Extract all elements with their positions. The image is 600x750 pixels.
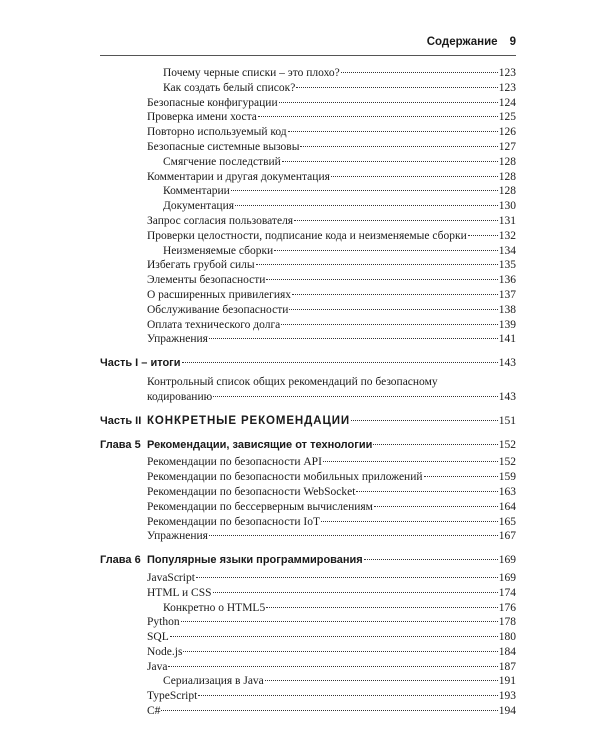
leader-dots bbox=[374, 506, 498, 507]
leader-dots bbox=[258, 116, 498, 117]
toc-entry[interactable] bbox=[100, 303, 516, 318]
toc-entry[interactable] bbox=[100, 155, 516, 170]
leader-dots bbox=[274, 250, 498, 251]
toc-entry[interactable] bbox=[100, 455, 516, 470]
toc-part-label: Часть II bbox=[100, 414, 142, 427]
toc-entry[interactable] bbox=[100, 199, 516, 214]
toc-entry-title: JavaScript bbox=[147, 571, 195, 584]
toc-part2-heading[interactable] bbox=[100, 414, 516, 429]
toc-entry-title: Рекомендации по безопасности IoT bbox=[147, 515, 320, 528]
toc-page-number: 174 bbox=[498, 586, 516, 599]
toc-page-number: 191 bbox=[498, 675, 516, 688]
toc-entry-title: Рекомендации по безопасности WebSocket bbox=[147, 485, 356, 498]
toc-group-chapter4-continued bbox=[100, 66, 516, 347]
leader-dots bbox=[424, 476, 498, 477]
toc-entry-title: Проверки целостности, подписание кода и неизменяемые сборки bbox=[147, 229, 467, 242]
toc-part1-summary-title: Часть I – итоги bbox=[100, 357, 181, 370]
leader-dots bbox=[289, 309, 497, 310]
leader-dots bbox=[265, 680, 498, 681]
toc-page-number: 128 bbox=[498, 155, 516, 168]
toc-entry-title: HTML и CSS bbox=[147, 586, 212, 599]
toc-chapter5-heading[interactable] bbox=[100, 438, 516, 453]
toc-chapter6-heading[interactable] bbox=[100, 553, 516, 568]
toc-page-number: 134 bbox=[498, 244, 516, 257]
toc-entry[interactable] bbox=[100, 81, 516, 96]
toc-entry-title: Запрос согласия пользователя bbox=[147, 214, 294, 227]
toc-entry-title: Повторно используемый код bbox=[147, 126, 287, 139]
toc-page-number: 180 bbox=[498, 631, 516, 644]
toc-entry[interactable] bbox=[100, 184, 516, 199]
toc-entry[interactable] bbox=[100, 288, 516, 303]
toc-entry[interactable] bbox=[100, 96, 516, 111]
toc-page-number: 165 bbox=[498, 515, 516, 528]
toc-chapter-title: Рекомендации, зависящие от технологии bbox=[147, 438, 373, 451]
toc-page-number: 187 bbox=[498, 660, 516, 673]
leader-dots bbox=[266, 607, 498, 608]
toc-entry-title: Комментарии и другая документация bbox=[147, 170, 330, 183]
toc-entry[interactable] bbox=[100, 140, 516, 155]
toc-entry[interactable] bbox=[100, 500, 516, 515]
toc-entry-title: Безопасные конфигурации bbox=[147, 96, 278, 109]
toc-entry-title: Упражнения bbox=[147, 530, 208, 543]
toc-entry-title: Комментарии bbox=[163, 185, 230, 198]
toc-page-number: 141 bbox=[498, 333, 516, 346]
toc-entry[interactable] bbox=[100, 66, 516, 81]
toc-entry[interactable] bbox=[100, 601, 516, 616]
toc-page-number: 152 bbox=[498, 438, 516, 451]
toc-page-number: 193 bbox=[498, 690, 516, 703]
leader-dots bbox=[341, 72, 498, 73]
leader-dots bbox=[323, 461, 498, 462]
toc-entry-title: Конкретно о HTML5 bbox=[163, 601, 266, 614]
toc-chapter-title: Популярные языки программирования bbox=[147, 554, 363, 567]
toc-entry-title: TypeScript bbox=[147, 690, 198, 703]
toc-entry-title: Неизменяемые сборки bbox=[163, 244, 274, 257]
leader-dots bbox=[182, 362, 498, 363]
leader-dots bbox=[373, 444, 497, 445]
toc-entry[interactable] bbox=[100, 689, 516, 704]
toc-entry[interactable] bbox=[100, 229, 516, 244]
leader-dots bbox=[213, 396, 498, 397]
leader-dots bbox=[294, 220, 498, 221]
leader-dots bbox=[161, 710, 497, 711]
header-title: Содержание bbox=[426, 36, 498, 48]
leader-dots bbox=[196, 577, 498, 578]
leader-dots bbox=[266, 279, 497, 280]
toc-entry[interactable] bbox=[100, 529, 516, 544]
toc-entry-title: Рекомендации по безопасности API bbox=[147, 456, 322, 469]
toc-page-number: 123 bbox=[498, 81, 516, 94]
toc-page-number: 178 bbox=[498, 616, 516, 629]
leader-dots bbox=[288, 131, 498, 132]
toc-entry[interactable] bbox=[100, 615, 516, 630]
toc-entry-checklist[interactable] bbox=[100, 375, 516, 405]
leader-dots bbox=[356, 491, 497, 492]
toc-entry-title: Рекомендации по безопасности мобильных приложений bbox=[147, 471, 423, 484]
toc-entry-title: Смягчение последствий bbox=[163, 155, 281, 168]
toc-entry-title: Документация bbox=[163, 200, 235, 213]
leader-dots bbox=[331, 176, 498, 177]
toc-page-number: 125 bbox=[498, 111, 516, 124]
toc-page-number: 169 bbox=[498, 554, 516, 567]
toc-page-number: 131 bbox=[498, 214, 516, 227]
leader-dots bbox=[256, 264, 498, 265]
toc-entry-title: Проверка имени хоста bbox=[147, 111, 257, 124]
toc-page-number: 184 bbox=[498, 645, 516, 658]
leader-dots bbox=[209, 338, 498, 339]
toc-page-number: 159 bbox=[498, 471, 516, 484]
toc-page-number: 167 bbox=[498, 530, 516, 543]
toc-entry-title: Избегать грубой силы bbox=[147, 259, 255, 272]
leader-dots bbox=[321, 521, 498, 522]
toc-page-number: 139 bbox=[498, 318, 516, 331]
toc-entry[interactable] bbox=[100, 630, 516, 645]
running-header bbox=[100, 36, 516, 54]
toc-entry[interactable] bbox=[100, 170, 516, 185]
toc-page-number: 126 bbox=[498, 126, 516, 139]
toc-page-number: 151 bbox=[498, 414, 516, 427]
toc-entry[interactable] bbox=[100, 258, 516, 273]
toc-page-number: 194 bbox=[498, 705, 516, 718]
leader-dots bbox=[351, 420, 498, 421]
leader-dots bbox=[468, 235, 498, 236]
toc-page-number: 127 bbox=[498, 140, 516, 153]
toc-entry[interactable] bbox=[100, 645, 516, 660]
toc-entry[interactable] bbox=[100, 515, 516, 530]
toc-entry[interactable] bbox=[100, 660, 516, 675]
toc-entry-title: Python bbox=[147, 616, 180, 629]
toc-entry-title: Обслуживание безопасности bbox=[147, 303, 289, 316]
toc-entry[interactable] bbox=[100, 674, 516, 689]
toc-page-number: 164 bbox=[498, 500, 516, 513]
toc-entry[interactable] bbox=[100, 273, 516, 288]
leader-dots bbox=[198, 695, 497, 696]
leader-dots bbox=[181, 621, 498, 622]
toc-page-number: 152 bbox=[498, 456, 516, 469]
toc-page-number: 132 bbox=[498, 229, 516, 242]
toc-entry-title: Node.js bbox=[147, 645, 183, 658]
toc-entry[interactable] bbox=[100, 485, 516, 500]
toc-page-number: 143 bbox=[498, 357, 516, 370]
toc-entry-title: О расширенных привилегиях bbox=[147, 288, 292, 301]
toc-entry-title: SQL bbox=[147, 631, 169, 644]
header-rule bbox=[100, 55, 516, 56]
toc-entry[interactable] bbox=[100, 244, 516, 259]
toc-entry[interactable] bbox=[100, 704, 516, 719]
toc-page-number: 128 bbox=[498, 185, 516, 198]
leader-dots bbox=[282, 161, 498, 162]
toc-entry-title-line1: Контрольный список общих рекомендаций по безопасному bbox=[147, 375, 438, 388]
toc-entry[interactable] bbox=[100, 214, 516, 229]
toc-entry-title: Рекомендации по бессерверным вычислениям bbox=[147, 500, 373, 513]
table-of-contents bbox=[100, 66, 516, 719]
leader-dots bbox=[209, 535, 498, 536]
toc-group-chapter5 bbox=[100, 455, 516, 544]
leader-dots bbox=[296, 87, 497, 88]
toc-group-chapter6 bbox=[100, 571, 516, 719]
toc-page-number: 135 bbox=[498, 259, 516, 272]
toc-page-number: 143 bbox=[498, 390, 516, 403]
toc-entry-title: Упражнения bbox=[147, 333, 208, 346]
toc-page-number: 136 bbox=[498, 274, 516, 287]
toc-entry-title-line2: кодированию bbox=[147, 390, 213, 403]
page-number: 9 bbox=[509, 36, 516, 48]
toc-entry[interactable] bbox=[100, 470, 516, 485]
toc-page-number: 169 bbox=[498, 571, 516, 584]
toc-page-number: 124 bbox=[498, 96, 516, 109]
toc-entry[interactable] bbox=[100, 571, 516, 586]
leader-dots bbox=[364, 559, 498, 560]
toc-page-number: 137 bbox=[498, 288, 516, 301]
toc-entry-title: Элементы безопасности bbox=[147, 274, 266, 287]
toc-entry[interactable] bbox=[100, 586, 516, 601]
leader-dots bbox=[170, 636, 498, 637]
toc-page-number: 128 bbox=[498, 170, 516, 183]
leader-dots bbox=[235, 205, 498, 206]
leader-dots bbox=[300, 146, 497, 147]
toc-entry[interactable] bbox=[100, 125, 516, 140]
toc-page-number: 123 bbox=[498, 67, 516, 79]
toc-entry[interactable] bbox=[100, 318, 516, 333]
leader-dots bbox=[292, 294, 498, 295]
toc-part1-summary[interactable] bbox=[100, 356, 516, 371]
toc-page-number: 163 bbox=[498, 485, 516, 498]
toc-entry-title: Оплата технического долга bbox=[147, 318, 281, 331]
toc-entry-title: C# bbox=[147, 705, 161, 718]
leader-dots bbox=[183, 651, 497, 652]
toc-entry[interactable] bbox=[100, 110, 516, 125]
leader-dots bbox=[168, 666, 497, 667]
leader-dots bbox=[281, 324, 497, 325]
toc-page-number: 138 bbox=[498, 303, 516, 316]
toc-entry-title: Как создать белый список? bbox=[163, 81, 296, 94]
toc-entry-title: Сериализация в Java bbox=[163, 675, 264, 688]
toc-chapter-label: Глава 6 bbox=[100, 554, 141, 567]
toc-part-title: КОНКРЕТНЫЕ РЕКОМЕНДАЦИИ bbox=[147, 414, 351, 427]
toc-entry-title: Java bbox=[147, 660, 168, 673]
toc-entry-title: Безопасные системные вызовы bbox=[147, 140, 300, 153]
toc-chapter-label: Глава 5 bbox=[100, 438, 141, 451]
leader-dots bbox=[279, 102, 498, 103]
leader-dots bbox=[231, 190, 498, 191]
toc-page-number: 130 bbox=[498, 200, 516, 213]
toc-entry-title: Почему черные списки – это плохо? bbox=[163, 67, 340, 79]
toc-entry[interactable] bbox=[100, 332, 516, 347]
leader-dots bbox=[213, 592, 498, 593]
toc-page-number: 176 bbox=[498, 601, 516, 614]
